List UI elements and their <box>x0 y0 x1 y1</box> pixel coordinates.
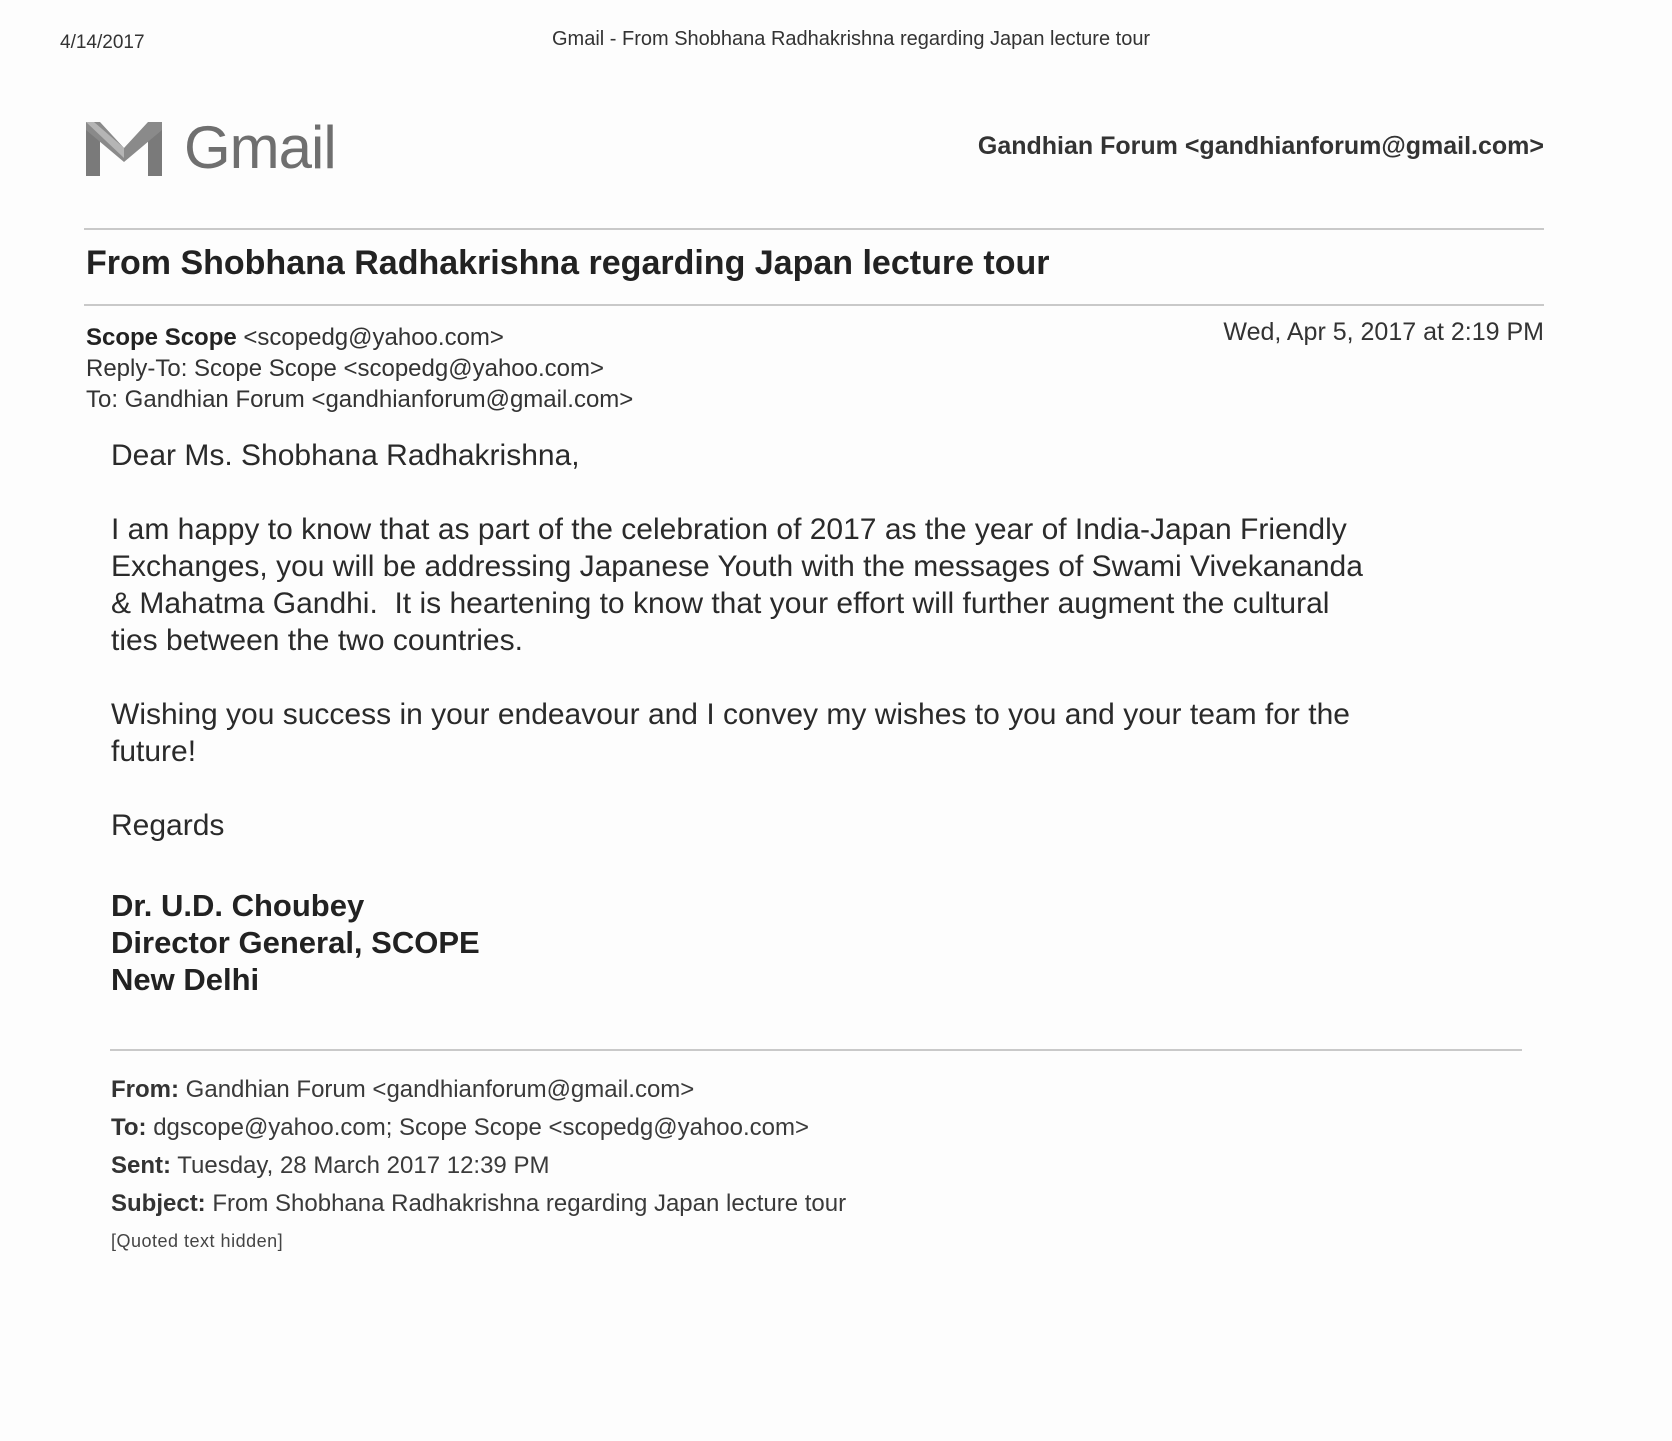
quoted-subject-label: Subject: <box>111 1190 206 1217</box>
quoted-sent-label: Sent: <box>111 1152 171 1179</box>
sender-email: <scopedg@yahoo.com> <box>243 324 504 351</box>
body-line: future! <box>111 735 197 768</box>
print-date: 4/14/2017 <box>60 32 145 53</box>
body-line: I am happy to know that as part of the celebration of 2017 as the year of India-Japan Friendly <box>111 513 1347 546</box>
gmail-logo[interactable] <box>84 114 336 181</box>
quoted-sent <box>111 1147 846 1185</box>
signature-name: Dr. U.D. Choubey <box>111 888 365 923</box>
signature-location: New Delhi <box>111 962 260 997</box>
divider <box>110 1049 1522 1051</box>
body-line: Wishing you success in your endeavour and I convey my wishes to you and your team for the <box>111 698 1350 731</box>
to-line: To: Gandhian Forum <gandhianforum@gmail.com> <box>86 386 634 413</box>
gmail-wordmark: Gmail <box>184 114 336 181</box>
body-line: Exchanges, you will be addressing Japanese Youth with the messages of Swami Vivekananda <box>111 550 1363 583</box>
reply-to-line: Reply-To: Scope Scope <scopedg@yahoo.com> <box>86 355 605 382</box>
message-body <box>111 437 1531 844</box>
quoted-header <box>111 1071 846 1223</box>
paragraph-2 <box>111 696 1531 770</box>
print-page-title: Gmail - From Shobhana Radhakrishna regarding Japan lecture tour <box>552 28 1151 50</box>
quoted-from <box>111 1071 846 1109</box>
closing: Regards <box>111 809 225 842</box>
signature-title: Director General, SCOPE <box>111 925 480 960</box>
thread-subject: From Shobhana Radhakrishna regarding Japan lecture tour <box>86 244 1050 282</box>
divider <box>84 228 1544 230</box>
quoted-subject-value: From Shobhana Radhakrishna regarding Japan lecture tour <box>212 1190 847 1217</box>
quoted-to-label: To: <box>111 1114 147 1141</box>
greeting: Dear Ms. Shobhana Radhakrishna, <box>111 439 580 472</box>
message-header <box>86 322 633 415</box>
quoted-from-value: Gandhian Forum <gandhianforum@gmail.com> <box>185 1076 695 1103</box>
body-line: ties between the two countries. <box>111 624 523 657</box>
quoted-from-label: From: <box>111 1076 179 1103</box>
quoted-to-value: dgscope@yahoo.com; Scope Scope <scopedg@yahoo.com> <box>153 1114 810 1141</box>
divider <box>84 304 1544 306</box>
quoted-text-hidden-link[interactable]: [Quoted text hidden] <box>111 1231 284 1251</box>
message-date: Wed, Apr 5, 2017 at 2:19 PM <box>1223 318 1544 346</box>
account-label: Gandhian Forum <gandhianforum@gmail.com> <box>977 132 1544 160</box>
quoted-sent-value: Tuesday, 28 March 2017 12:39 PM <box>177 1152 550 1179</box>
body-line: & Mahatma Gandhi. It is heartening to know that your effort will further augment the cultural <box>111 587 1330 620</box>
quoted-subject <box>111 1185 846 1223</box>
sender-name[interactable]: Scope Scope <box>86 324 237 351</box>
paragraph-1 <box>111 511 1531 659</box>
quoted-to <box>111 1109 846 1147</box>
sender-line <box>86 322 633 353</box>
signature-block <box>111 887 480 998</box>
gmail-envelope-icon <box>84 118 164 178</box>
